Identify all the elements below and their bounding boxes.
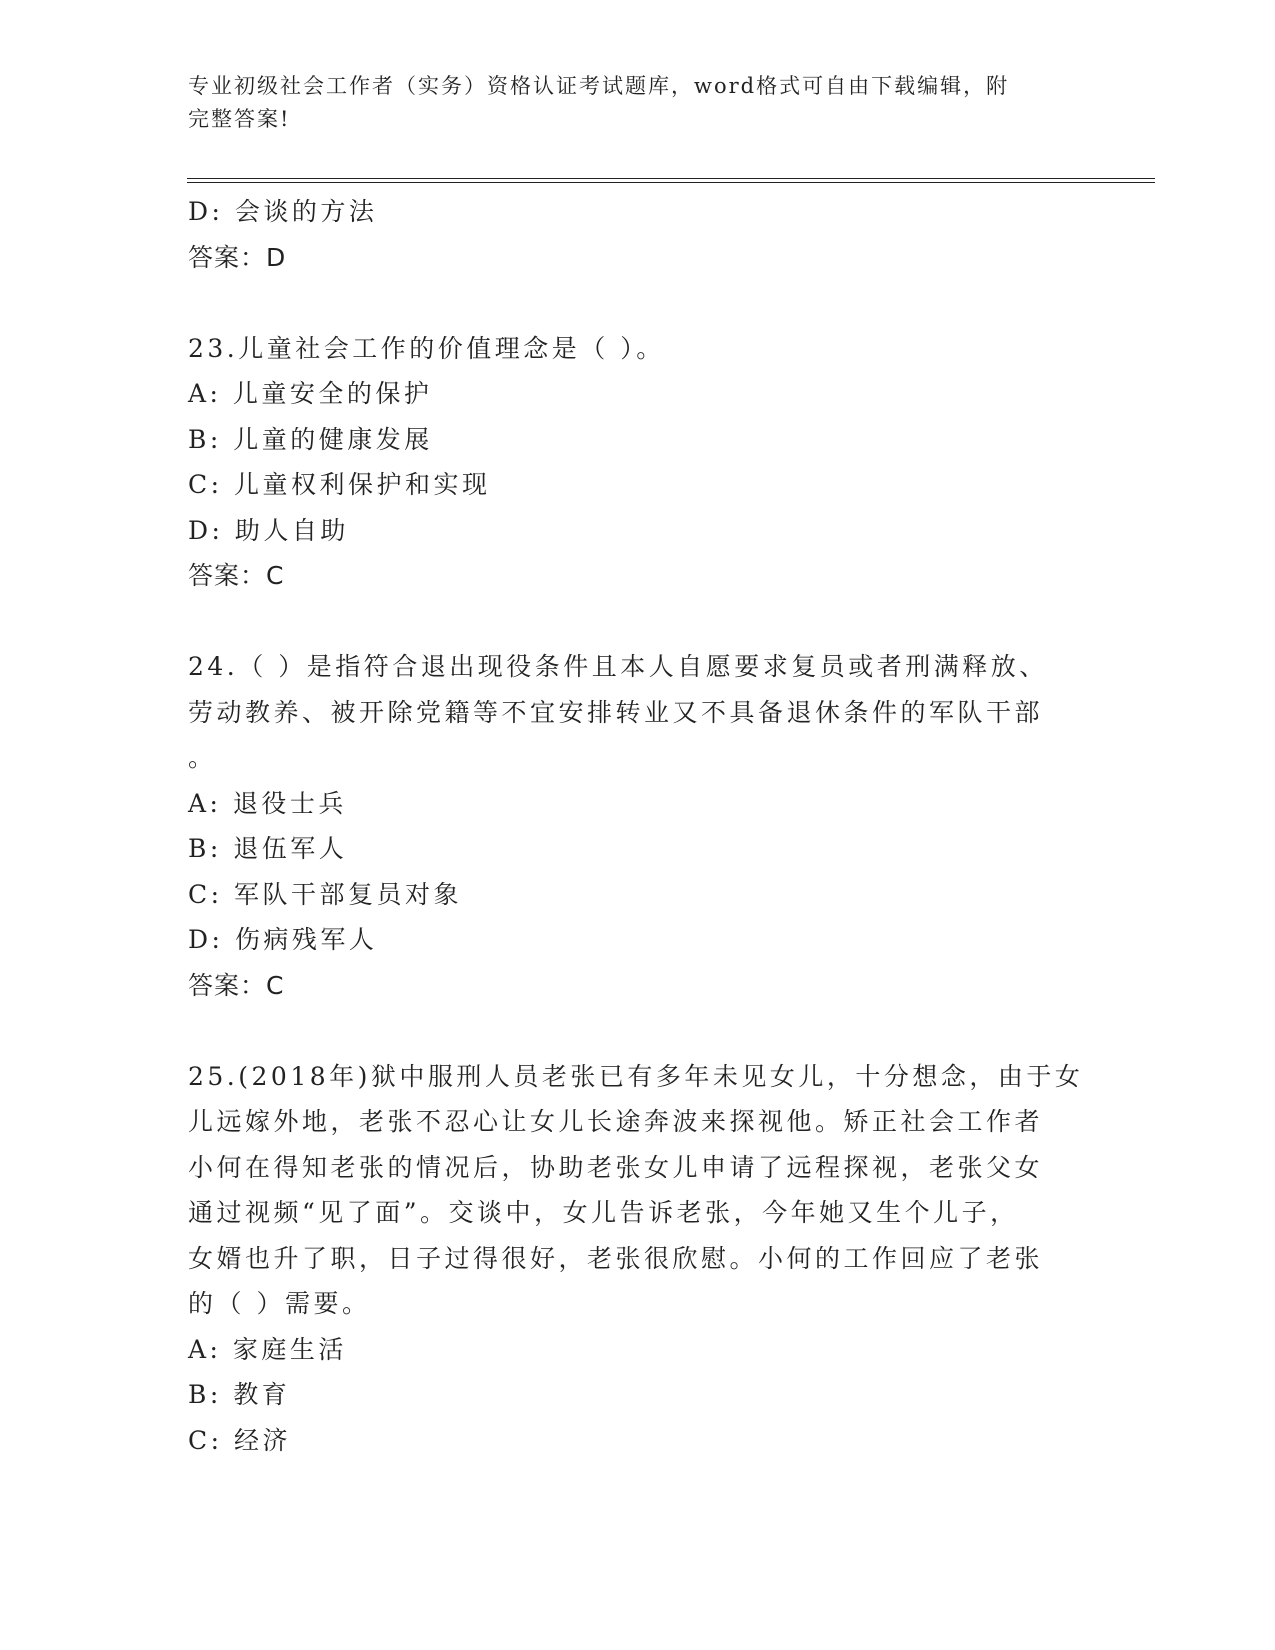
question-stem-line-3: 。 (188, 743, 217, 772)
option-c: C: 经济 (188, 1425, 291, 1455)
question-stem-line-3: 小何在得知老张的情况后，协助老张女儿申请了远程探视，老张父女 (188, 1152, 1044, 1182)
header-divider-bottom (187, 182, 1155, 183)
answer: 答案：C (188, 561, 285, 590)
question-stem-line-2: 儿远嫁外地，老张不忍心让女儿长途奔波来探视他。矫正社会工作者 (188, 1107, 1044, 1136)
question-stem-line-2: 劳动教养、被开除党籍等不宜安排转业又不具备退休条件的军队干部 (188, 697, 1044, 727)
question-stem-line-1: 25.(2018年)狱中服刑人员老张已有多年未见女儿，十分想念，由于女 (188, 1061, 1084, 1091)
spacer (188, 1008, 1088, 1054)
question-23 (188, 326, 1088, 599)
option-b: B: 教育 (188, 1380, 291, 1409)
question-stem-line-5: 女婿也升了职，日子过得很好，老张很欣慰。小何的工作回应了老张 (188, 1243, 1044, 1273)
option-c: C: 儿童权利保护和实现 (188, 470, 491, 499)
question-content (188, 189, 1088, 1463)
header-divider-top (187, 178, 1155, 179)
header-line-1: 专业初级社会工作者（实务）资格认证考试题库，word格式可自由下载编辑，附 (188, 74, 1010, 98)
question-stem-line-4: 通过视频“见了面”。交谈中，女儿告诉老张，今年她又生个儿子， (188, 1198, 1019, 1227)
answer: 答案：D (188, 242, 287, 272)
question-stem-line-6: 的（ ）需要。 (188, 1289, 371, 1318)
option-a: A: 家庭生活 (188, 1334, 347, 1364)
option-d: D: 助人自助 (188, 515, 349, 545)
option-d: D: 伤病残军人 (188, 925, 378, 954)
spacer (188, 599, 1088, 645)
option-a: A: 退役士兵 (188, 788, 347, 818)
spacer (188, 280, 1088, 326)
answer: 答案：C (188, 970, 285, 1000)
question-22-tail (188, 189, 1088, 280)
page-header (188, 70, 1088, 136)
option-c: C: 军队干部复员对象 (188, 879, 462, 909)
option-d: D: 会谈的方法 (188, 197, 378, 226)
option-b: B: 儿童的健康发展 (188, 424, 433, 454)
question-25 (188, 1054, 1088, 1464)
question-stem-line-1: 24.（ ）是指符合退出现役条件且本人自愿要求复员或者刑满释放、 (188, 652, 1048, 681)
option-b: B: 退伍军人 (188, 834, 348, 863)
option-a: A: 儿童安全的保护 (188, 379, 433, 408)
question-stem: 23.儿童社会工作的价值理念是（ ）。 (188, 333, 665, 363)
header-line-2: 完整答案! (188, 107, 291, 131)
question-24 (188, 644, 1088, 1008)
